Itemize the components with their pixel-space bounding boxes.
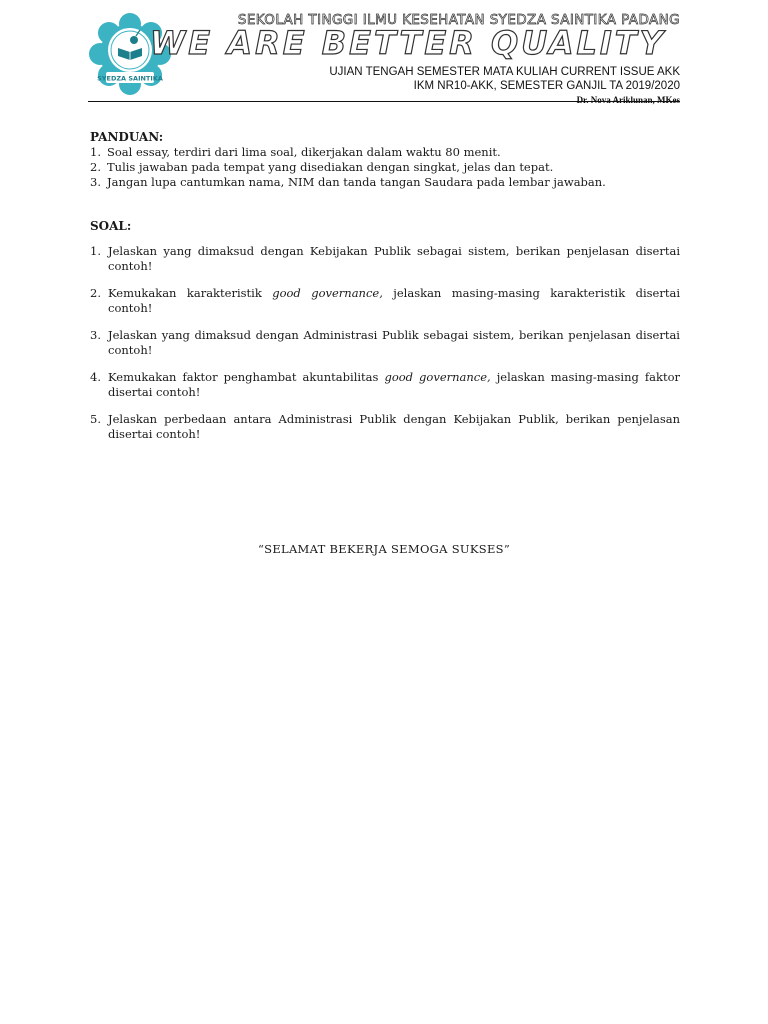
- document-header: [88, 8, 680, 104]
- question-number: 5.: [90, 412, 101, 426]
- logo-text: SYEDZA SAINTIKA: [97, 74, 163, 83]
- question-item: [90, 328, 680, 358]
- guide-item: [90, 160, 680, 175]
- question-number: 1.: [90, 244, 101, 258]
- guide-item-number: 2.: [90, 160, 101, 174]
- guide-item-number: 1.: [90, 145, 101, 159]
- exam-subtitle: IKM NR10-AKK, SEMESTER GANJIL TA 2019/2020: [413, 80, 680, 92]
- guide-item: [90, 175, 680, 190]
- question-item: [90, 412, 680, 442]
- question-text: Jelaskan yang dimaksud dengan Administrasi Publik sebagai sistem, berikan penjelasan disertai contoh!: [108, 328, 680, 357]
- question-item: [90, 370, 680, 400]
- guide-item-text: Tulis jawaban pada tempat yang disediakan dengan singkat, jelas dan tepat.: [107, 160, 554, 174]
- guide-list: [90, 145, 680, 190]
- questions-section: [90, 219, 680, 454]
- question-number: 2.: [90, 286, 101, 300]
- guide-item: [90, 145, 680, 160]
- guide-item-number: 3.: [90, 175, 101, 189]
- questions-list: [90, 244, 680, 442]
- guide-item-text: Jangan lupa cantumkan nama, NIM dan tanda tangan Saudara pada lembar jawaban.: [107, 175, 606, 189]
- question-item: [90, 286, 680, 316]
- school-name: SEKOLAH TINGGI ILMU KESEHATAN SYEDZA SAINTIKA PADANG: [237, 12, 680, 28]
- header-divider: [88, 101, 680, 102]
- question-text: Kemukakan karakteristik good governance, jelaskan masing-masing karakteristik disertai contoh!: [108, 286, 681, 315]
- question-text: Jelaskan perbedaan antara Administrasi Publik dengan Kebijakan Publik, berikan penjelasan disertai contoh!: [108, 412, 680, 441]
- question-text: Kemukakan faktor penghambat akuntabilitas good governance, jelaskan masing-masing faktor disertai contoh!: [108, 370, 680, 399]
- guide-title: PANDUAN:: [90, 130, 164, 144]
- questions-title: SOAL:: [90, 219, 132, 233]
- guide-section: [90, 130, 680, 190]
- question-item: [90, 244, 680, 274]
- lecturer-name: Dr. Nova Ariklunan, MKes: [576, 95, 680, 105]
- question-number: 3.: [90, 328, 101, 342]
- closing-message: “SELAMAT BEKERJA SEMOGA SUKSES”: [257, 542, 511, 556]
- guide-item-text: Soal essay, terdiri dari lima soal, dikerjakan dalam waktu 80 menit.: [107, 145, 501, 159]
- question-number: 4.: [90, 370, 101, 384]
- question-text: Jelaskan yang dimaksud dengan Kebijakan Publik sebagai sistem, berikan penjelasan disertai contoh!: [108, 244, 680, 273]
- exam-title: UJIAN TENGAH SEMESTER MATA KULIAH CURRENT ISSUE AKK: [329, 66, 680, 78]
- motto: WE ARE BETTER QUALITY: [150, 24, 666, 62]
